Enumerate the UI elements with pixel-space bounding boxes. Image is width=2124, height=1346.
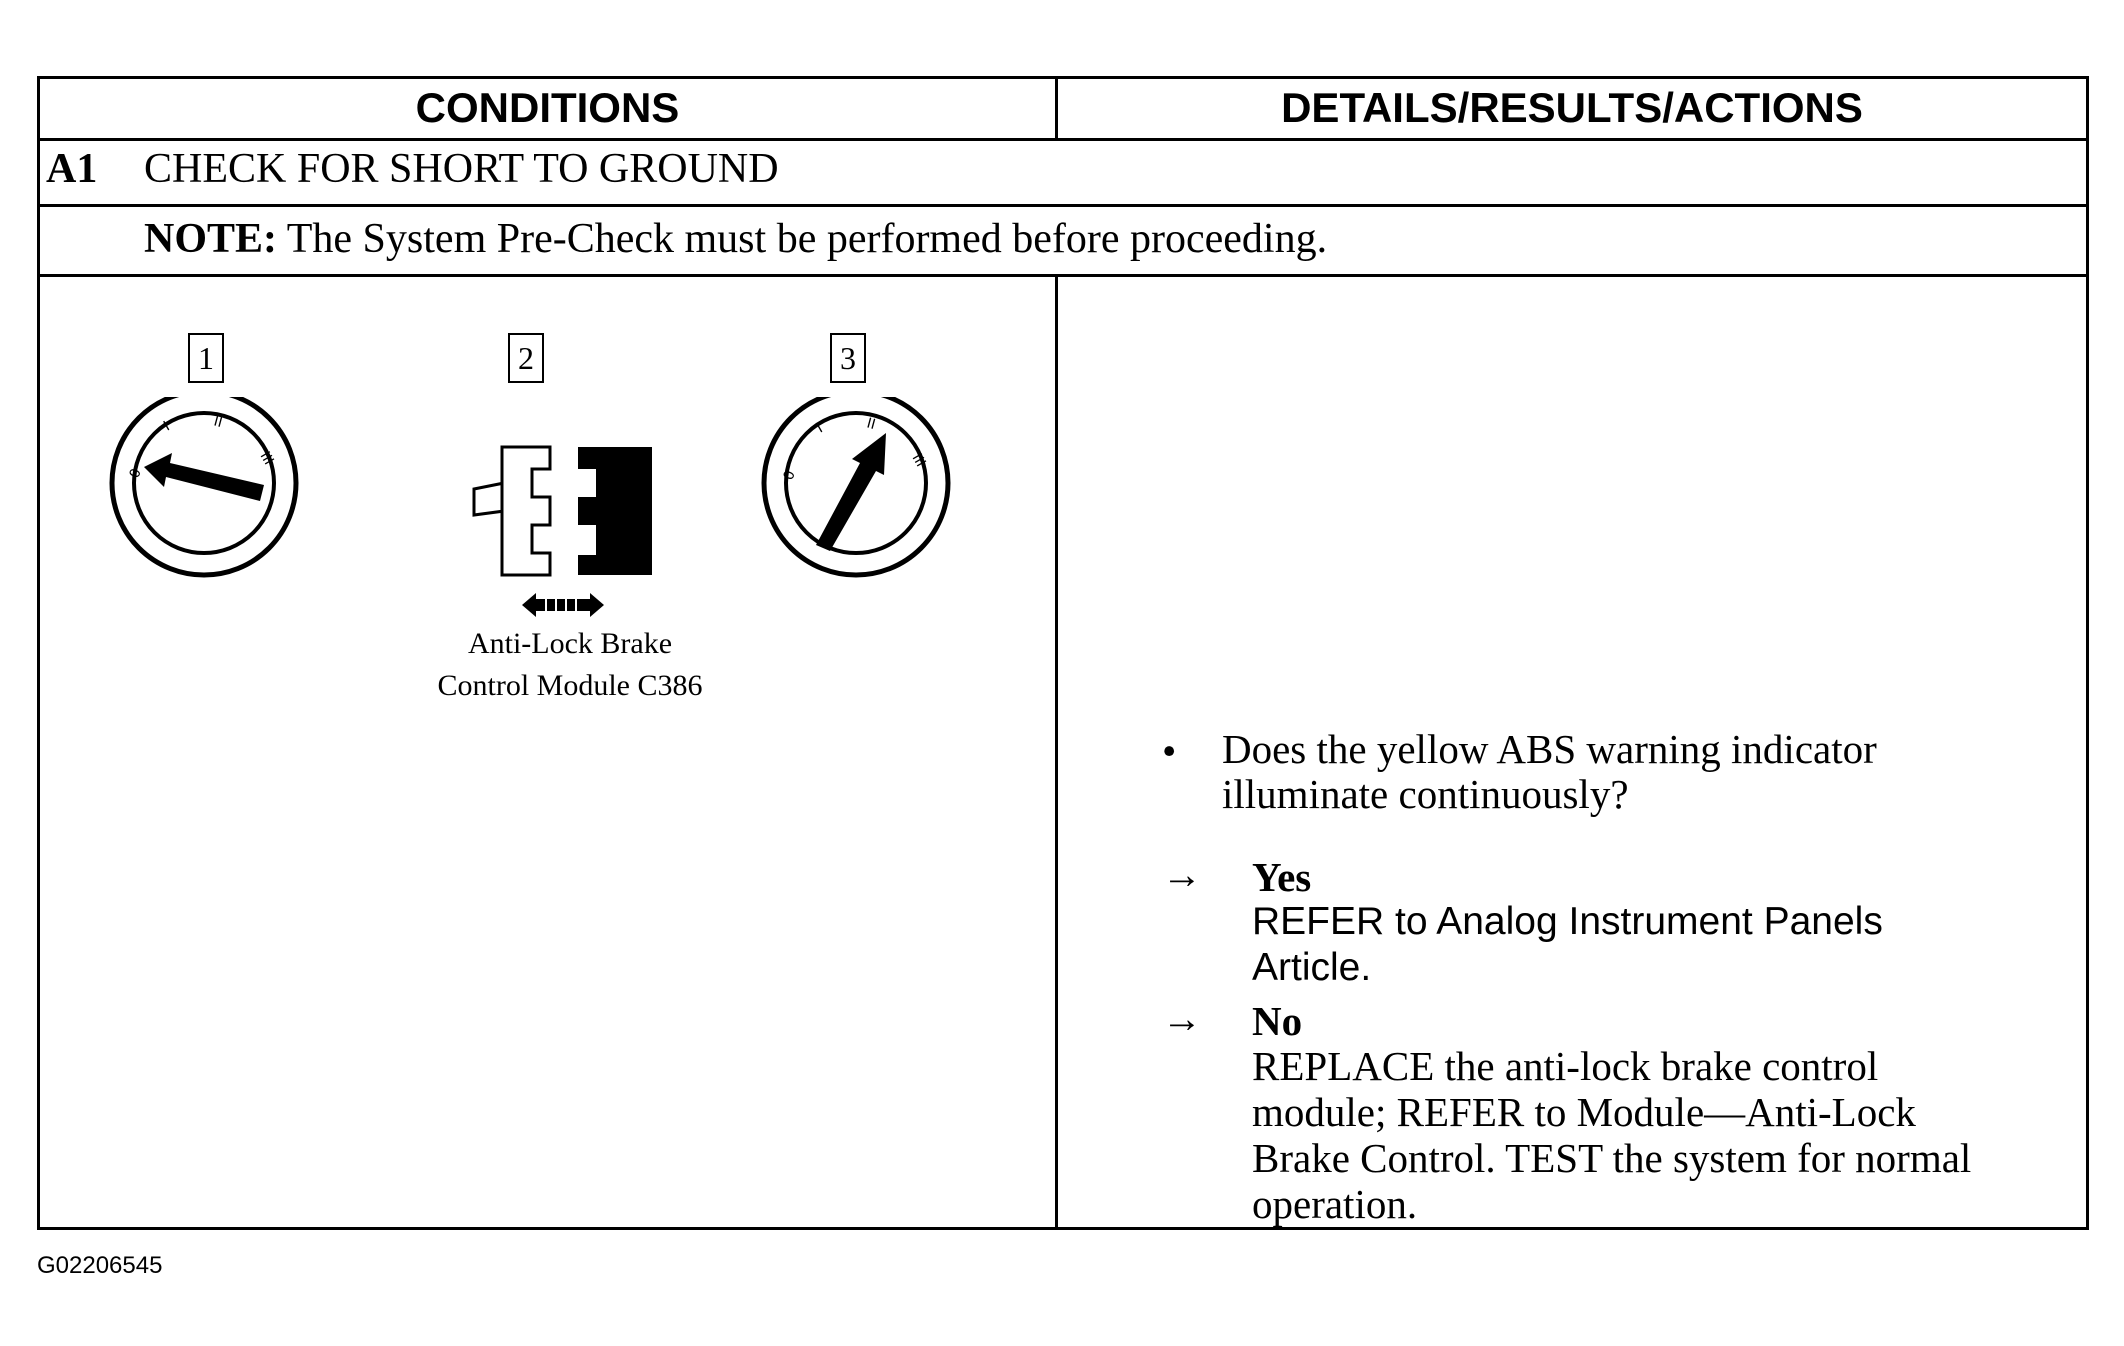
step-number-3: 3 bbox=[830, 333, 866, 383]
connector-caption-line2: Control Module C386 bbox=[437, 669, 703, 702]
connector-disconnect-icon bbox=[474, 447, 652, 617]
no-action-line3: Brake Control. TEST the system for normal bbox=[1252, 1135, 1972, 1181]
connector-caption bbox=[370, 623, 770, 707]
header-divider bbox=[40, 138, 2086, 141]
step-number-2: 2 bbox=[508, 333, 544, 383]
position-label-I: I bbox=[814, 420, 826, 437]
header-details: DETAILS/RESULTS/ACTIONS bbox=[1281, 84, 1863, 131]
position-label-II: II bbox=[864, 415, 878, 434]
no-action-line1: REPLACE the anti-lock brake control bbox=[1252, 1043, 1879, 1089]
no-action-line2: module; REFER to Module—Anti-Lock bbox=[1252, 1089, 1916, 1135]
yes-label: Yes bbox=[1252, 854, 1312, 900]
yes-action bbox=[1252, 899, 1883, 991]
no-action bbox=[1252, 1043, 1971, 1227]
header-conditions: CONDITIONS bbox=[415, 84, 680, 131]
no-arrow-icon: → bbox=[1162, 996, 1202, 1041]
no-action-line4: operation. bbox=[1252, 1181, 1418, 1227]
position-label-0: 0 bbox=[780, 468, 799, 483]
step-number-1: 1 bbox=[188, 333, 224, 383]
note bbox=[144, 215, 1327, 263]
note-divider bbox=[40, 274, 2086, 277]
question-line2: illuminate continuously? bbox=[1222, 771, 1629, 817]
question-line1: Does the yellow ABS warning indicator bbox=[1222, 726, 1877, 772]
position-label-I: I bbox=[161, 418, 173, 435]
position-label-II: II bbox=[211, 413, 225, 432]
ignition-switch-off-icon bbox=[112, 397, 296, 575]
yes-action-line2: Article. bbox=[1252, 946, 1372, 989]
position-label-III: III bbox=[908, 451, 929, 470]
question-bullet: • bbox=[1162, 728, 1177, 774]
yes-action-line1: REFER to Analog Instrument Panels bbox=[1252, 900, 1883, 943]
ignition-switch-run-icon bbox=[764, 397, 948, 575]
note-text: The System Pre-Check must be performed before proceeding. bbox=[277, 216, 1328, 262]
connector-caption-line1: Anti-Lock Brake bbox=[467, 627, 673, 660]
position-label-0: 0 bbox=[126, 466, 145, 481]
diagnostic-table bbox=[37, 76, 2089, 1230]
step-title: CHECK FOR SHORT TO GROUND bbox=[144, 146, 779, 192]
yes-arrow-icon: → bbox=[1162, 852, 1202, 897]
body-column-divider bbox=[1055, 275, 1058, 1227]
position-label-III: III bbox=[256, 449, 277, 468]
question bbox=[1222, 727, 1877, 817]
figure-id: G02206545 bbox=[37, 1252, 163, 1279]
no-label: No bbox=[1252, 998, 1303, 1044]
step-divider bbox=[40, 204, 2086, 207]
step-id: A1 bbox=[46, 146, 98, 192]
note-label: NOTE: bbox=[144, 216, 278, 262]
